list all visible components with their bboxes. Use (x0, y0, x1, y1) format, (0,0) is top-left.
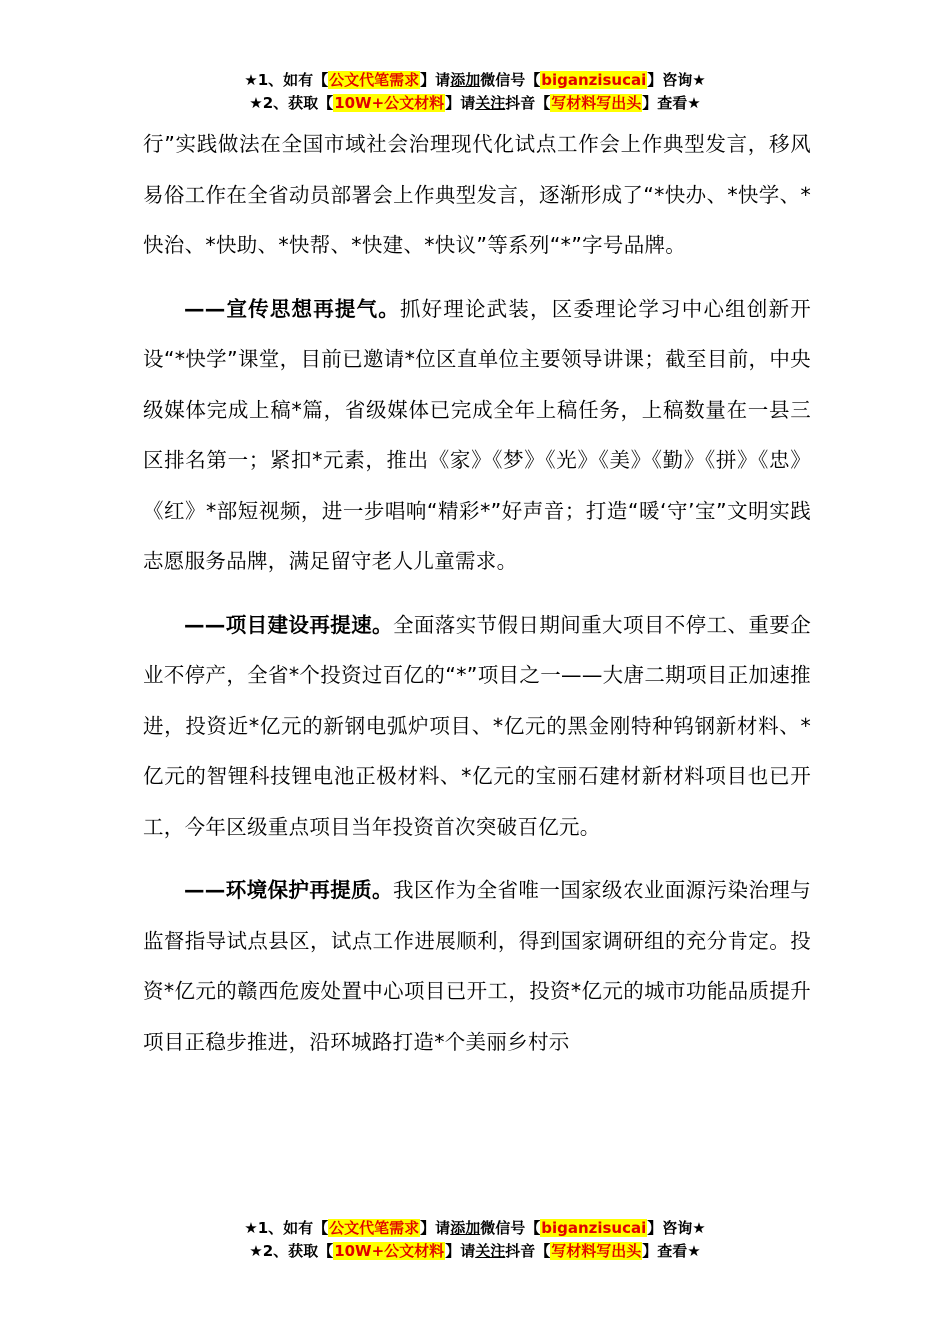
footer-banner-line-1 (0, 1217, 950, 1240)
banner-text: ★1、如有【 (244, 1219, 329, 1237)
header-banner-line-1 (0, 69, 950, 92)
banner-text: 】请 (420, 1219, 451, 1237)
paragraph-text: 抓好理论武装，区委理论学习中心组创新开设“*快学”课堂，目前已邀请*位区直单位主要领导讲课；截至目前，中央级媒体完成上稿*篇，省级媒体已完成全年上稿任务，上稿数量在一县三区排名第一；紧扣*元素，推出《家》《梦》《光》《美》《勤》《拼》《忠》《红》*部短视频，进一步唱响“精彩*”好声音；打造“暖‘守’宝”文明实践志愿服务品牌，满足留守老人儿童需求。 (143, 296, 812, 573)
banner-text: ★2、获取【 (249, 1242, 334, 1260)
banner-text: 】查看★ (642, 94, 701, 112)
banner-underlined-text: 添加 (450, 71, 481, 89)
paragraph-continuation: 行”实践做法在全国市域社会治理现代化试点工作会上作典型发言，移风易俗工作在全省动员部署会上作典型发言，逐渐形成了“*快办、*快学、*快治、*快助、*快帮、*快建、*快议”等系列“*”字号品牌。 (143, 132, 811, 257)
banner-text: 微信号【 (480, 71, 541, 89)
banner-text: 抖音【 (505, 1242, 551, 1260)
paragraph-lead-heading: ——环境保护再提质。 (184, 878, 393, 902)
banner-highlight-service: 公文代笔需求 (329, 1219, 420, 1237)
paragraph-text: 我区作为全省唯一国家级农业面源污染治理与监督指导试点县区，试点工作进展顺利，得到国家调研组的充分肯定。投资*亿元的赣西危废处置中心项目已开工，投资*亿元的城市功能品质提升项目正稳步推进，沿环城路打造*个美丽乡村示 (143, 878, 812, 1054)
banner-highlight-materials: 10W+公文材料 (334, 1242, 445, 1260)
footer-banner-line-2 (0, 1240, 950, 1263)
paragraph-environment (143, 865, 811, 1067)
footer-banner (0, 1217, 950, 1263)
banner-underlined-text: 关注 (475, 94, 506, 112)
banner-text: 】查看★ (642, 1242, 701, 1260)
paragraph-publicity (143, 284, 811, 587)
banner-highlight-wechat-id: biganzisucai (541, 1219, 647, 1237)
paragraph-projects (143, 600, 811, 853)
banner-text: 抖音【 (505, 94, 551, 112)
banner-text: ★1、如有【 (244, 71, 329, 89)
banner-text: 微信号【 (480, 1219, 541, 1237)
banner-highlight-douyin-account: 写材料写出头 (551, 1242, 642, 1260)
banner-text: 】请 (445, 1242, 476, 1260)
banner-underlined-text: 添加 (450, 1219, 481, 1237)
banner-highlight-wechat-id: biganzisucai (541, 71, 647, 89)
banner-text: 】请 (445, 94, 476, 112)
banner-text: 】咨询★ (647, 71, 706, 89)
document-body (143, 119, 811, 1067)
banner-text: 】请 (420, 71, 451, 89)
header-banner-line-2 (0, 92, 950, 115)
header-banner (0, 69, 950, 115)
paragraph-text: 全面落实节假日期间重大项目不停工、重要企业不停产，全省*个投资过百亿的“*”项目之一——大唐二期项目正加速推进，投资近*亿元的新钢电弧炉项目、*亿元的黑金刚特种钨钢新材料、*亿元的智锂科技锂电池正极材料、*亿元的宝丽石建材新材料项目也已开工，今年区级重点项目当年投资首次突破百亿元。 (143, 612, 812, 839)
banner-underlined-text: 关注 (475, 1242, 506, 1260)
banner-highlight-service: 公文代笔需求 (329, 71, 420, 89)
banner-text: ★2、获取【 (249, 94, 334, 112)
banner-highlight-douyin-account: 写材料写出头 (551, 94, 642, 112)
banner-text: 】咨询★ (647, 1219, 706, 1237)
paragraph-lead-heading: ——项目建设再提速。 (184, 612, 393, 637)
banner-highlight-materials: 10W+公文材料 (334, 94, 445, 112)
paragraph-lead-heading: ——宣传思想再提气。 (184, 296, 400, 321)
